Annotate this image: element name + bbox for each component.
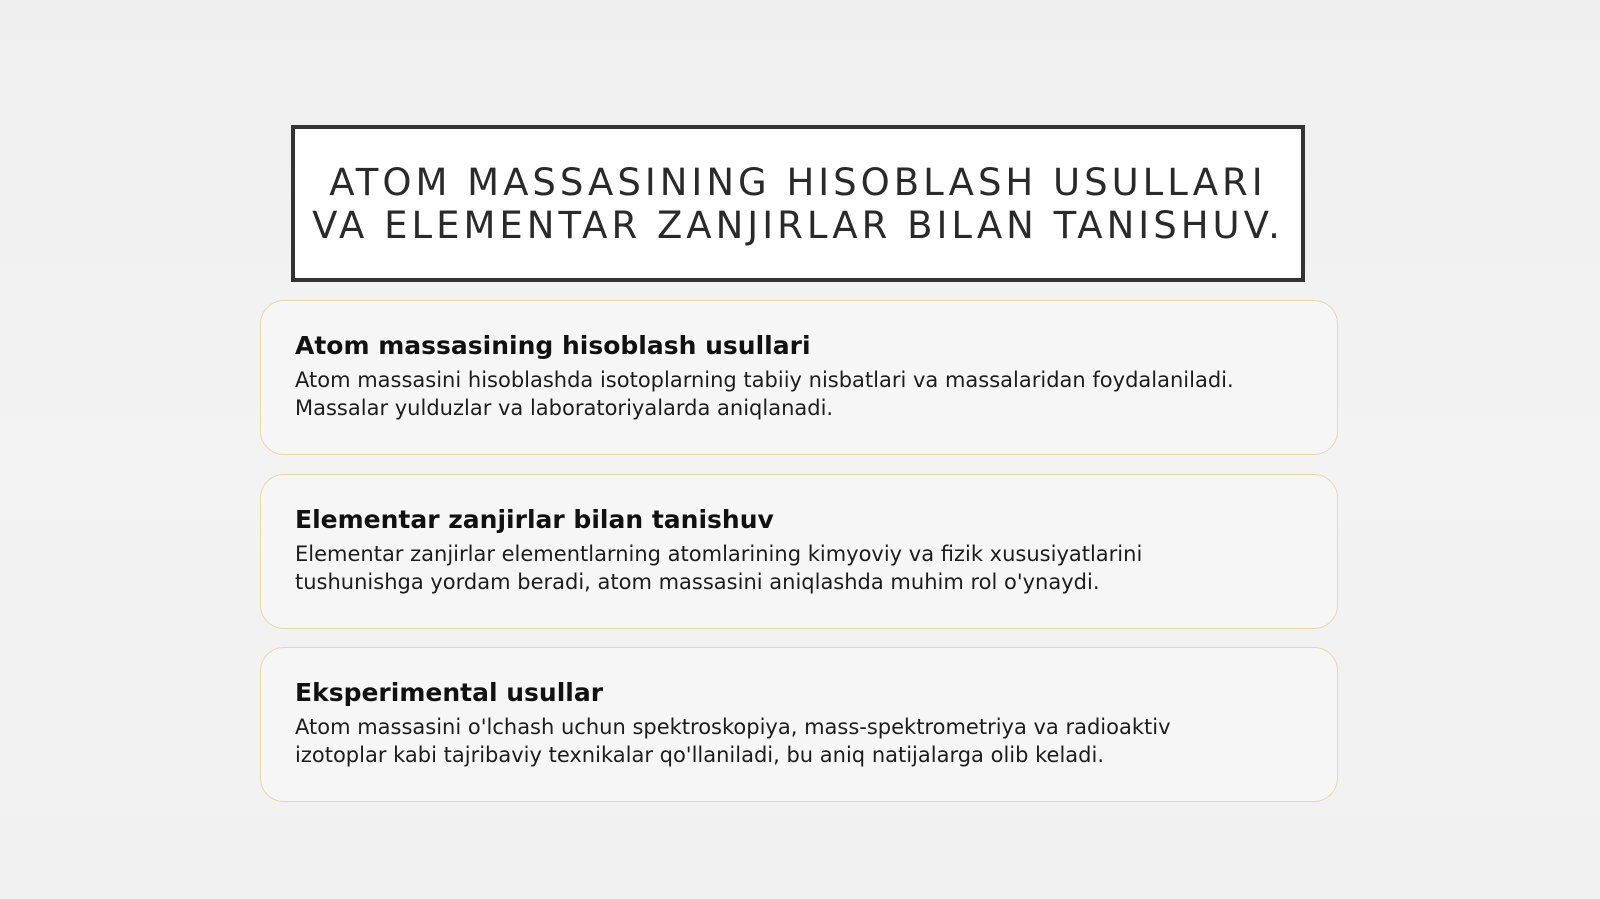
slide-title-line-2: VA ELEMENTAR ZANJIRLAR BILAN TANISHUV. <box>312 203 1284 247</box>
card-body-line: Atom massasini o'lchash uchun spektroskopiya, mass-spektrometriya va radioaktiv <box>295 715 1171 739</box>
title-box <box>291 125 1305 282</box>
info-card-atom-mass-methods <box>260 300 1338 455</box>
card-body-line: Atom massasini hisoblashda isotoplarning tabiiy nisbatlari va massalaridan foydalaniladi. <box>295 368 1234 392</box>
slide-title-line-1: ATOM MASSASINING HISOBLASH USULLARI <box>329 160 1267 204</box>
card-body <box>295 713 1303 769</box>
card-heading: Eksperimental usullar <box>295 678 604 707</box>
card-body <box>295 366 1303 422</box>
card-body-line: Elementar zanjirlar elementlarning atomlarining kimyoviy va fizik xususiyatlarini <box>295 542 1143 566</box>
card-body-line: izotoplar kabi tajribaviy texnikalar qo'llaniladi, bu aniq natijalarga olib keladi. <box>295 743 1105 767</box>
card-heading: Atom massasining hisoblash usullari <box>295 331 811 360</box>
info-card-elementary-chains <box>260 474 1338 629</box>
info-card-experimental-methods <box>260 647 1338 802</box>
card-heading: Elementar zanjirlar bilan tanishuv <box>295 505 774 534</box>
card-body-line: tushunishga yordam beradi, atom massasini aniqlashda muhim rol o'ynaydi. <box>295 570 1100 594</box>
card-body <box>295 540 1303 596</box>
slide-title <box>312 161 1284 247</box>
card-body-line: Massalar yulduzlar va laboratoriyalarda aniqlanadi. <box>295 396 834 420</box>
